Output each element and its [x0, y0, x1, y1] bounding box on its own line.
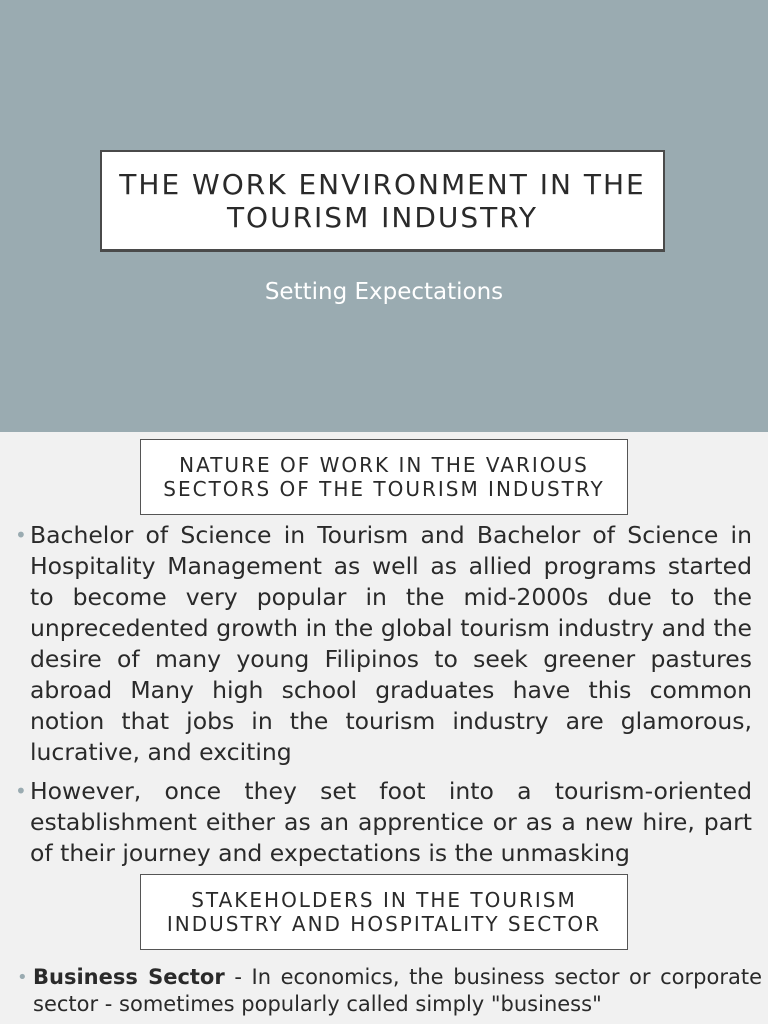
- list-item: [0, 520, 768, 768]
- slide-subtitle: Setting Expectations: [264, 279, 504, 305]
- bullet-text: - In economics, the business sector or corporate sector - sometimes popularly called simply "business": [33, 965, 763, 1016]
- bullet-text: However, once they set foot into a tourism-oriented establishment either as an apprentice or as a new hire, part of their journey and expectations is the unmasking: [30, 777, 752, 867]
- bullet-icon: •: [15, 523, 27, 547]
- bullet-term: Business Sector: [33, 965, 225, 989]
- bullet-list-nature-of-work: [0, 520, 768, 869]
- title-slide: [0, 0, 768, 432]
- title-box: [100, 150, 665, 252]
- bullet-icon: •: [15, 779, 27, 803]
- section-heading-stakeholders: STAKEHOLDERS IN THE TOURISM INDUSTRY AND HOSPITALITY SECTOR: [140, 874, 628, 950]
- list-item: [0, 964, 768, 1018]
- content-slide: [0, 432, 768, 1024]
- bullet-text: Bachelor of Science in Tourism and Bachelor of Science in Hospitality Management as well as allied programs started to become very popular in the mid-2000s due to the unprecedented growth in the global tourism industry and the desire of many young Filipinos to seek greener pastures abroad Many high school graduates have this common notion that jobs in the tourism industry are glamorous, lucrative, and exciting: [30, 521, 752, 766]
- slide-title: THE WORK ENVIRONMENT IN THE TOURISM INDUSTRY: [119, 167, 646, 234]
- list-item: [0, 776, 768, 869]
- bullet-icon: •: [17, 967, 28, 988]
- section-heading-nature-of-work: NATURE OF WORK IN THE VARIOUS SECTORS OF THE TOURISM INDUSTRY: [140, 439, 628, 515]
- bullet-list-stakeholders: [0, 964, 768, 1018]
